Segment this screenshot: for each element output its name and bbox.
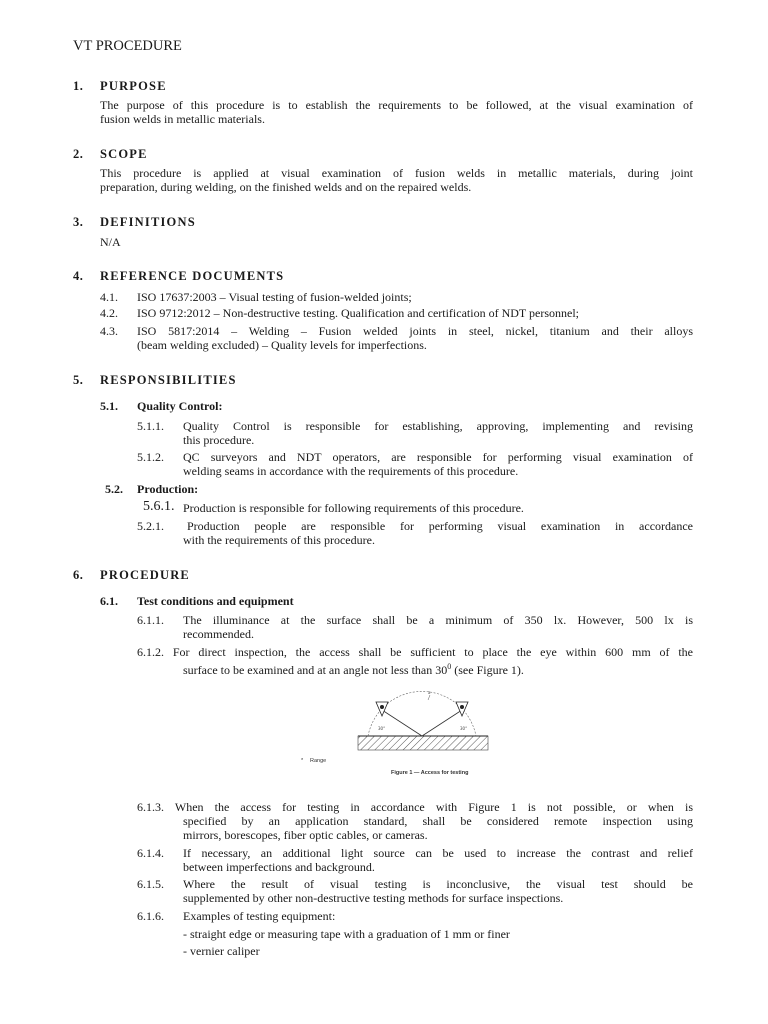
- item-text: 6.1.3. When the access for testing in accordance with Figure 1 is not possible, or when is: [137, 800, 693, 814]
- section-2-title: SCOPE: [100, 147, 148, 161]
- item-text-continued: recommended.: [183, 627, 254, 641]
- eye-icon-left: [376, 702, 388, 716]
- item-text-continued: specified by an application standard, shall be considered remote inspection using: [183, 814, 693, 828]
- angle-label-left: 30°: [378, 726, 386, 731]
- equipment-list-item: - straight edge or measuring tape with a graduation of 1 mm or finer: [183, 927, 510, 941]
- item-text-continued: this procedure.: [183, 433, 255, 447]
- access-diagram: [300, 690, 492, 780]
- item-text-continued: mirrors, borescopes, fiber optic cables, or cameras.: [183, 828, 428, 842]
- ref-item-number: 4.2.: [100, 306, 118, 320]
- ref-item-text: ISO 5817:2014 – Welding – Fusion welded joints in steel, nickel, titanium and their alloys: [137, 324, 693, 338]
- item-text: Production people are responsible for performing visual examination in accordance: [187, 519, 693, 533]
- subsection-5-1-title: Quality Control:: [137, 399, 223, 413]
- item-number: 5.1.1.: [137, 419, 164, 433]
- angle-label-right: 30°: [460, 726, 468, 731]
- sight-line-left: [382, 710, 422, 736]
- figure-caption: Figure 1 — Access for testing: [391, 770, 469, 776]
- item-text: The illuminance at the surface shall be a minimum of 350 lx. However, 500 lx is: [183, 613, 693, 627]
- item-text: Quality Control is responsible for establishing, approving, implementing and revising: [183, 419, 693, 433]
- item-text-continued: [183, 660, 524, 677]
- subsection-6-1-number: 6.1.: [100, 594, 118, 608]
- item-number: 5.1.2.: [137, 450, 164, 464]
- item-text-continued: with the requirements of this procedure.: [183, 533, 375, 547]
- section-5-number: 5.: [73, 373, 84, 387]
- figure-legend-text: Range: [310, 758, 327, 764]
- figure-1: [300, 690, 492, 780]
- range-label: a: [428, 690, 431, 695]
- item-number: 6.1.5.: [137, 877, 164, 891]
- purpose-text-line-2: fusion welds in metallic materials.: [100, 112, 265, 126]
- equipment-list-item: - vernier caliper: [183, 944, 260, 958]
- item-text: If necessary, an additional light source can be used to increase the contrast and relief: [183, 846, 693, 860]
- item-number: 5.6.1.: [143, 499, 175, 514]
- section-6-title: PROCEDURE: [100, 568, 190, 582]
- definitions-text: N/A: [100, 235, 121, 249]
- item-text: 6.1.2. For direct inspection, the access shall be sufficient to place the eye within 600 mm of the: [137, 645, 693, 659]
- section-4-title: REFERENCE DOCUMENTS: [100, 269, 285, 283]
- ref-item-text-continued: (beam welding excluded) – Quality levels for imperfections.: [137, 338, 427, 352]
- item-text: Where the result of visual testing is inconclusive, the visual test should be: [183, 877, 693, 891]
- scope-text-line-1: This procedure is applied at visual examination of fusion welds in metallic materials, during joint: [100, 166, 693, 180]
- item-number: 6.1.6.: [137, 909, 164, 923]
- section-3-title: DEFINITIONS: [100, 215, 196, 229]
- document-title: VT PROCEDURE: [73, 38, 182, 54]
- section-1-number: 1.: [73, 79, 84, 93]
- section-4-number: 4.: [73, 269, 84, 283]
- sight-line-right: [422, 710, 462, 736]
- figure-legend-key: *: [301, 758, 304, 764]
- section-6-number: 6.: [73, 568, 84, 582]
- item-text-continued: between imperfections and background.: [183, 860, 375, 874]
- workpiece-surface: [358, 736, 488, 750]
- ref-item-text: ISO 9712:2012 – Non-destructive testing. Qualification and certification of NDT personnel;: [137, 306, 580, 320]
- item-text: QC surveyors and NDT operators, are responsible for performing visual examination of: [183, 450, 693, 464]
- subsection-5-2-number: 5.2.: [105, 482, 123, 496]
- subsection-5-1-number: 5.1.: [100, 399, 118, 413]
- ref-item-text: ISO 17637:2003 – Visual testing of fusion-welded joints;: [137, 290, 412, 304]
- subsection-6-1-title: Test conditions and equipment: [137, 594, 294, 608]
- figure-reference: (see Figure 1).: [451, 663, 524, 677]
- ref-item-number: 4.1.: [100, 290, 118, 304]
- item-text: Examples of testing equipment:: [183, 909, 336, 923]
- angle-text: surface to be examined and at an angle not less than 30: [183, 663, 448, 677]
- scope-text-line-2: preparation, during welding, on the finished welds and on the repaired welds.: [100, 180, 472, 194]
- item-number: 5.2.1.: [137, 519, 164, 533]
- item-text: Production is responsible for following requirements of this procedure.: [183, 501, 524, 515]
- purpose-text-line-1: The purpose of this procedure is to establish the requirements to be followed, at the visual examination of: [100, 98, 693, 112]
- section-5-title: RESPONSIBILITIES: [100, 373, 237, 387]
- degree-superscript: 0: [447, 662, 452, 671]
- item-text-continued: supplemented by other non-destructive testing methods for surface inspections.: [183, 891, 564, 905]
- section-3-number: 3.: [73, 215, 84, 229]
- subsection-5-2-title: Production:: [137, 482, 199, 496]
- section-2-number: 2.: [73, 147, 84, 161]
- ref-item-number: 4.3.: [100, 324, 118, 338]
- item-text-continued: welding seams in accordance with the requirements of this procedure.: [183, 464, 519, 478]
- section-1-title: PURPOSE: [100, 79, 167, 93]
- item-number: 6.1.1.: [137, 613, 164, 627]
- item-number: 6.1.4.: [137, 846, 164, 860]
